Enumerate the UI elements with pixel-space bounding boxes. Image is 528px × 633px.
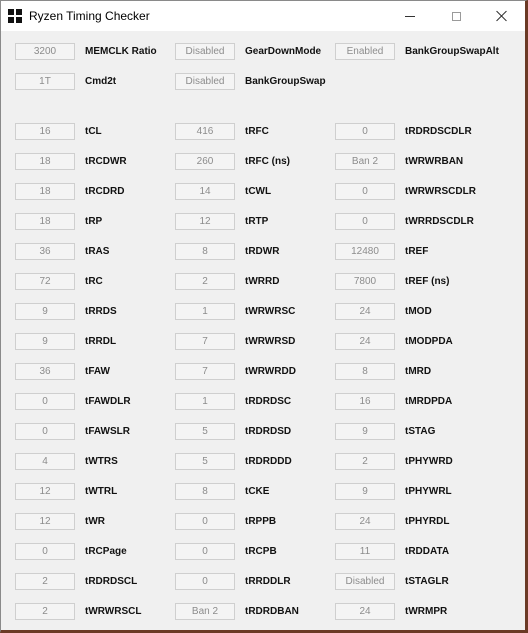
timing-label: tMRDPDA (405, 396, 453, 407)
timing-label: tRDRDSD (245, 426, 292, 437)
timing-label: tCWL (245, 186, 272, 197)
timing-label: BankGroupSwap (245, 76, 326, 87)
timing-value-field[interactable]: 5 (175, 453, 235, 470)
timing-label: tREF (405, 246, 429, 257)
timing-value-field[interactable]: 8 (175, 243, 235, 260)
minimize-icon (405, 16, 415, 17)
timing-label: tWR (85, 516, 105, 527)
timing-label: tRFC (ns) (245, 156, 290, 167)
timing-label: tRRDL (85, 336, 117, 347)
timing-value-field[interactable]: Disabled (335, 573, 395, 590)
timing-value-field[interactable]: 9 (15, 333, 75, 350)
timing-label: tMODPDA (405, 336, 453, 347)
timing-value-field[interactable]: 7 (175, 363, 235, 380)
timing-value-field[interactable]: 16 (15, 123, 75, 140)
timing-label: tPHYWRL (405, 486, 452, 497)
timing-value-field[interactable]: 2 (175, 273, 235, 290)
timing-label: tRCDWR (85, 156, 127, 167)
timing-label: tFAW (85, 366, 110, 377)
timing-value-field[interactable]: 0 (335, 183, 395, 200)
window-title: Ryzen Timing Checker (29, 9, 150, 23)
timing-value-field[interactable]: 72 (15, 273, 75, 290)
timing-value-field[interactable]: Ban 2 (335, 153, 395, 170)
timing-value-field[interactable]: Disabled (175, 73, 235, 90)
timing-label: tWRMPR (405, 606, 448, 617)
timing-value-field[interactable]: 8 (175, 483, 235, 500)
timing-value-field[interactable]: 7 (175, 333, 235, 350)
timing-value-field[interactable]: 9 (15, 303, 75, 320)
timing-value-field[interactable]: 24 (335, 603, 395, 620)
timing-label: tRDWR (245, 246, 280, 257)
timing-value-field[interactable]: 2 (335, 453, 395, 470)
timing-value-field[interactable]: 12480 (335, 243, 395, 260)
timing-label: tREF (ns) (405, 276, 450, 287)
timing-label: tWTRS (85, 456, 118, 467)
timing-value-field[interactable]: 24 (335, 513, 395, 530)
timing-label: tRP (85, 216, 103, 227)
timing-label: tWRWRBAN (405, 156, 464, 167)
timing-value-field[interactable]: 36 (15, 243, 75, 260)
timing-label: tMRD (405, 366, 432, 377)
timing-value-field[interactable]: 7800 (335, 273, 395, 290)
timing-label: tWRWRSC (245, 306, 296, 317)
timing-label: tRDRDSCDLR (405, 126, 472, 137)
timing-value-field[interactable]: 1T (15, 73, 75, 90)
timing-value-field[interactable]: 0 (335, 123, 395, 140)
timing-label: tWRWRDD (245, 366, 296, 377)
timing-value-field[interactable]: 9 (335, 423, 395, 440)
timing-label: tRDDATA (405, 546, 450, 557)
timing-label: tPHYWRD (405, 456, 453, 467)
timing-value-field[interactable]: 14 (175, 183, 235, 200)
timing-value-field[interactable]: 18 (15, 153, 75, 170)
timing-label: tCL (85, 126, 102, 137)
timing-label: tWRRD (245, 276, 280, 287)
timing-label: tFAWDLR (85, 396, 131, 407)
timing-value-field[interactable]: Enabled (335, 43, 395, 60)
timing-value-field[interactable]: 18 (15, 183, 75, 200)
timing-value-field[interactable]: 1 (175, 393, 235, 410)
timing-label: tCKE (245, 486, 270, 497)
timings-panel (1, 31, 525, 630)
timing-label: tRRDDLR (245, 576, 291, 587)
timing-label: tRTP (245, 216, 269, 227)
timing-label: tSTAG (405, 426, 436, 437)
timing-value-field[interactable]: 12 (15, 483, 75, 500)
timing-value-field[interactable]: 12 (15, 513, 75, 530)
timing-label: tRPPB (245, 516, 277, 527)
timing-value-field[interactable]: 12 (175, 213, 235, 230)
timing-label: tWRWRSCDLR (405, 186, 476, 197)
timing-value-field[interactable]: 9 (335, 483, 395, 500)
timing-label: tRCPB (245, 546, 277, 557)
timing-label: tRCDRD (85, 186, 125, 197)
timing-value-field[interactable]: 24 (335, 333, 395, 350)
timing-value-field[interactable]: 18 (15, 213, 75, 230)
app-icon (8, 9, 22, 23)
timing-label: tWRWRSCL (85, 606, 142, 617)
close-button[interactable] (479, 1, 525, 31)
timing-label: tWRRDSCDLR (405, 216, 474, 227)
maximize-button (433, 1, 479, 31)
timing-label: tPHYRDL (405, 516, 450, 527)
timing-label: tRDRDBAN (245, 606, 299, 617)
timing-value-field[interactable]: Disabled (175, 43, 235, 60)
timing-value-field[interactable]: 0 (175, 573, 235, 590)
maximize-icon (452, 12, 461, 21)
timing-value-field[interactable]: 8 (335, 363, 395, 380)
timing-value-field[interactable]: 4 (15, 453, 75, 470)
timing-label: tMOD (405, 306, 432, 317)
timing-label: tRDRDSC (245, 396, 292, 407)
timing-label: Cmd2t (85, 76, 117, 87)
title-bar[interactable] (1, 1, 525, 31)
timing-value-field[interactable]: Ban 2 (175, 603, 235, 620)
timing-value-field[interactable]: 5 (175, 423, 235, 440)
timing-label: BankGroupSwapAlt (405, 46, 499, 57)
timing-value-field[interactable]: 2 (15, 573, 75, 590)
timing-label: tWTRL (85, 486, 118, 497)
timing-value-field[interactable]: 16 (335, 393, 395, 410)
timing-value-field[interactable]: 0 (175, 543, 235, 560)
timing-value-field[interactable]: 3200 (15, 43, 75, 60)
timing-label: tRCPage (85, 546, 127, 557)
close-icon (496, 10, 508, 22)
timing-value-field[interactable]: 24 (335, 303, 395, 320)
timing-value-field[interactable]: 260 (175, 153, 235, 170)
timing-value-field[interactable]: 36 (15, 363, 75, 380)
timing-value-field[interactable]: 416 (175, 123, 235, 140)
timing-value-field[interactable]: 0 (15, 393, 75, 410)
timing-value-field[interactable]: 1 (175, 303, 235, 320)
minimize-button[interactable] (387, 1, 433, 31)
timing-value-field[interactable]: 0 (15, 543, 75, 560)
timing-value-field[interactable]: 0 (335, 213, 395, 230)
timing-label: tRC (85, 276, 103, 287)
timing-label: tSTAGLR (405, 576, 449, 587)
timing-value-field[interactable]: 0 (15, 423, 75, 440)
timing-label: tRDRDDD (245, 456, 292, 467)
timing-label: tRDRDSCL (85, 576, 138, 587)
timing-label: tRAS (85, 246, 110, 257)
timing-label: tRRDS (85, 306, 117, 317)
timing-label: MEMCLK Ratio (85, 46, 157, 57)
timing-value-field[interactable]: 0 (175, 513, 235, 530)
timing-value-field[interactable]: 2 (15, 603, 75, 620)
timing-value-field[interactable]: 11 (335, 543, 395, 560)
timing-label: tRFC (245, 126, 269, 137)
timing-label: tFAWSLR (85, 426, 130, 437)
timing-label: tWRWRSD (245, 336, 296, 347)
timing-label: GearDownMode (245, 46, 322, 57)
